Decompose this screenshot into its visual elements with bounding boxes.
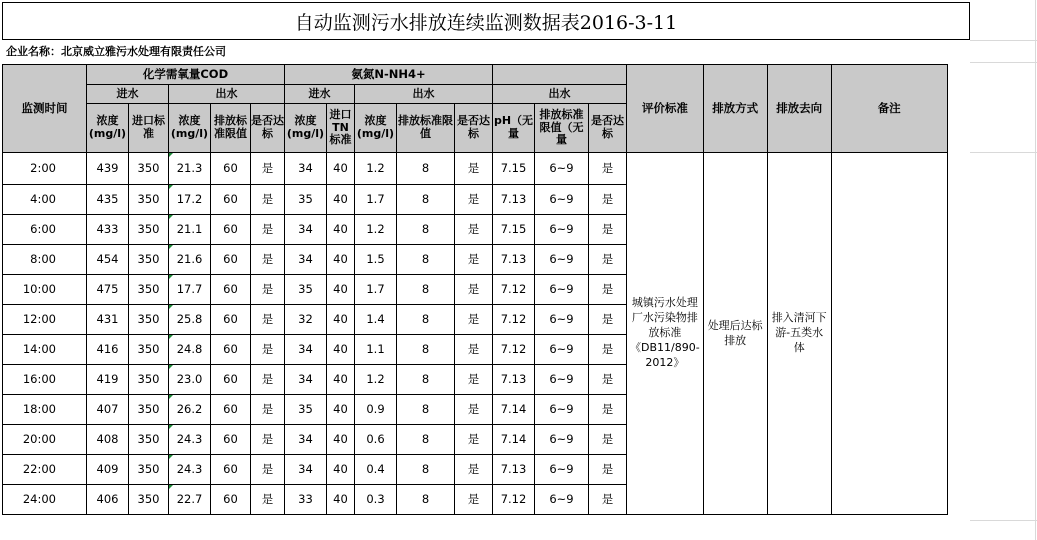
- cell-nh-out[interactable]: 0.6: [355, 425, 397, 455]
- cell-cod-ok[interactable]: 是: [251, 335, 285, 365]
- cell-ph[interactable]: 7.12: [493, 305, 535, 335]
- header-nh4-outlet: 出水: [355, 85, 493, 104]
- cell-cod-std[interactable]: 350: [129, 365, 169, 395]
- header-nh4: 氨氮N-NH4+: [285, 65, 493, 85]
- cell-ph[interactable]: 7.13: [493, 245, 535, 275]
- cell-nh-ok[interactable]: 是: [455, 305, 493, 335]
- cell-nh-in[interactable]: 34: [285, 215, 327, 245]
- monitoring-data-table: [2, 64, 948, 515]
- cell-ph-ok[interactable]: 是: [589, 305, 627, 335]
- cell-cod-ok[interactable]: 是: [251, 305, 285, 335]
- cell-nh-out[interactable]: 1.2: [355, 365, 397, 395]
- cell-cod-in[interactable]: 407: [87, 395, 129, 425]
- cell-nh-in[interactable]: 34: [285, 425, 327, 455]
- cell-cod-std[interactable]: 350: [129, 425, 169, 455]
- cell-ph-lim[interactable]: 6~9: [535, 185, 589, 215]
- cell-nh-ok[interactable]: 是: [455, 485, 493, 515]
- header-cod-outlet-conc: 浓度(mg/l): [169, 104, 211, 153]
- cell-cod-lim[interactable]: 60: [211, 153, 251, 185]
- cell-nh-lim[interactable]: 8: [397, 185, 455, 215]
- cell-ph-ok[interactable]: 是: [589, 395, 627, 425]
- cell-cod-in[interactable]: 406: [87, 485, 129, 515]
- cell-nh-out[interactable]: 0.4: [355, 455, 397, 485]
- cell-nh-std[interactable]: 40: [327, 455, 355, 485]
- cell-ph-lim[interactable]: 6~9: [535, 425, 589, 455]
- cell-nh-in[interactable]: 34: [285, 153, 327, 185]
- cell-indicator-icon: [169, 215, 173, 219]
- cell-cod-ok[interactable]: 是: [251, 365, 285, 395]
- cell-indicator-icon: [169, 245, 173, 249]
- cell-ph-lim[interactable]: 6~9: [535, 215, 589, 245]
- header-remark: 备注: [831, 65, 947, 153]
- cell-ph-ok[interactable]: 是: [589, 275, 627, 305]
- cell-ph-lim[interactable]: 6~9: [535, 485, 589, 515]
- cell-time[interactable]: 2:00: [3, 153, 87, 185]
- cell-nh-in[interactable]: 33: [285, 485, 327, 515]
- cell-cod-ok[interactable]: 是: [251, 245, 285, 275]
- cell-nh-ok[interactable]: 是: [455, 365, 493, 395]
- cell-nh-lim[interactable]: 8: [397, 365, 455, 395]
- cell-nh-in[interactable]: 35: [285, 275, 327, 305]
- cell-nh-out[interactable]: 1.7: [355, 275, 397, 305]
- cell-nh-lim[interactable]: 8: [397, 275, 455, 305]
- cell-nh-lim[interactable]: 8: [397, 215, 455, 245]
- header-ph-limit: 排放标准限值（无量: [535, 104, 589, 153]
- cell-cod-ok[interactable]: 是: [251, 455, 285, 485]
- cell-time[interactable]: 8:00: [3, 245, 87, 275]
- cell-cod-out[interactable]: 21.1: [169, 215, 211, 245]
- cell-nh-ok[interactable]: 是: [455, 245, 493, 275]
- cell-nh-ok[interactable]: 是: [455, 153, 493, 185]
- cell-indicator-icon: [169, 365, 173, 369]
- cell-indicator-icon: [169, 335, 173, 339]
- cell-nh-in[interactable]: 34: [285, 245, 327, 275]
- cell-ph-lim[interactable]: 6~9: [535, 365, 589, 395]
- cell-indicator-icon: [169, 275, 173, 279]
- cell-cod-lim[interactable]: 60: [211, 425, 251, 455]
- cell-cod-std[interactable]: 350: [129, 275, 169, 305]
- cell-nh-in[interactable]: 34: [285, 365, 327, 395]
- header-cod-limit: 排放标准限值: [211, 104, 251, 153]
- cell-nh-std[interactable]: 40: [327, 305, 355, 335]
- cell-time[interactable]: 22:00: [3, 455, 87, 485]
- cell-cod-in[interactable]: 475: [87, 275, 129, 305]
- cell-cod-lim[interactable]: 60: [211, 275, 251, 305]
- merged-eval-standard[interactable]: 城镇污水处理厂水污染物排放标准《DB11/890-2012》: [627, 153, 704, 515]
- header-nh4-outlet-conc: 浓度(mg/l): [355, 104, 397, 153]
- cell-cod-out[interactable]: 24.3: [169, 425, 211, 455]
- header-ph-pass: 是否达标: [589, 104, 627, 153]
- cell-indicator-icon: [169, 153, 173, 157]
- cell-indicator-icon: [169, 485, 173, 489]
- company-name: 企业名称：北京威立雅污水处理有限责任公司: [6, 45, 226, 58]
- cell-nh-lim[interactable]: 8: [397, 305, 455, 335]
- cell-nh-std[interactable]: 40: [327, 185, 355, 215]
- cell-cod-std[interactable]: 350: [129, 395, 169, 425]
- cell-ph-ok[interactable]: 是: [589, 425, 627, 455]
- header-cod-inlet: 进水: [87, 85, 169, 104]
- merged-discharge-method[interactable]: 处理后达标排放: [703, 153, 767, 515]
- cell-cod-in[interactable]: 454: [87, 245, 129, 275]
- cell-cod-lim[interactable]: 60: [211, 455, 251, 485]
- cell-cod-ok[interactable]: 是: [251, 485, 285, 515]
- cell-cod-lim[interactable]: 60: [211, 305, 251, 335]
- cell-ph-lim[interactable]: 6~9: [535, 395, 589, 425]
- cell-cod-in[interactable]: 439: [87, 153, 129, 185]
- cell-ph-lim[interactable]: 6~9: [535, 305, 589, 335]
- cell-cod-ok[interactable]: 是: [251, 275, 285, 305]
- cell-ph[interactable]: 7.13: [493, 185, 535, 215]
- cell-time[interactable]: 18:00: [3, 395, 87, 425]
- cell-ph-ok[interactable]: 是: [589, 455, 627, 485]
- cell-ph[interactable]: 7.14: [493, 395, 535, 425]
- cell-nh-std[interactable]: 40: [327, 485, 355, 515]
- cell-ph-ok[interactable]: 是: [589, 245, 627, 275]
- cell-cod-in[interactable]: 431: [87, 305, 129, 335]
- cell-nh-std[interactable]: 40: [327, 365, 355, 395]
- cell-cod-std[interactable]: 350: [129, 335, 169, 365]
- merged-discharge-destination[interactable]: 排入清河下游-五类水体: [767, 153, 831, 515]
- cell-nh-lim[interactable]: 8: [397, 335, 455, 365]
- cell-cod-ok[interactable]: 是: [251, 153, 285, 185]
- cell-cod-std[interactable]: 350: [129, 185, 169, 215]
- cell-nh-std[interactable]: 40: [327, 425, 355, 455]
- cell-nh-in[interactable]: 35: [285, 395, 327, 425]
- cell-cod-lim[interactable]: 60: [211, 185, 251, 215]
- sheet-gridline: [970, 40, 1037, 41]
- cell-time[interactable]: 20:00: [3, 425, 87, 455]
- cell-cod-out[interactable]: 17.7: [169, 275, 211, 305]
- cell-nh-ok[interactable]: 是: [455, 215, 493, 245]
- header-discharge-destination: 排放去向: [767, 65, 831, 153]
- cell-nh-ok[interactable]: 是: [455, 275, 493, 305]
- cell-time[interactable]: 24:00: [3, 485, 87, 515]
- cell-ph-lim[interactable]: 6~9: [535, 275, 589, 305]
- cell-cod-out[interactable]: 21.3: [169, 153, 211, 185]
- cell-nh-out[interactable]: 1.7: [355, 185, 397, 215]
- cell-cod-lim[interactable]: 60: [211, 395, 251, 425]
- cell-ph-lim[interactable]: 6~9: [535, 153, 589, 185]
- cell-cod-out[interactable]: 24.3: [169, 455, 211, 485]
- cell-nh-std[interactable]: 40: [327, 275, 355, 305]
- cell-ph[interactable]: 7.15: [493, 215, 535, 245]
- cell-time[interactable]: 16:00: [3, 365, 87, 395]
- cell-cod-out[interactable]: 22.7: [169, 485, 211, 515]
- cell-ph[interactable]: 7.13: [493, 365, 535, 395]
- cell-nh-std[interactable]: 40: [327, 335, 355, 365]
- cell-nh-std[interactable]: 40: [327, 395, 355, 425]
- cell-ph-lim[interactable]: 6~9: [535, 455, 589, 485]
- cell-cod-out[interactable]: 26.2: [169, 395, 211, 425]
- header-cod: 化学需氧量COD: [87, 65, 285, 85]
- cell-nh-lim[interactable]: 8: [397, 485, 455, 515]
- cell-cod-std[interactable]: 350: [129, 485, 169, 515]
- cell-nh-ok[interactable]: 是: [455, 425, 493, 455]
- cell-nh-in[interactable]: 34: [285, 335, 327, 365]
- header-nh4-inlet-conc: 浓度(mg/l): [285, 104, 327, 153]
- cell-time[interactable]: 4:00: [3, 185, 87, 215]
- sheet-gridline: [1035, 0, 1036, 540]
- cell-nh-out[interactable]: 1.4: [355, 305, 397, 335]
- cell-cod-lim[interactable]: 60: [211, 215, 251, 245]
- header-cod-inlet-conc: 浓度(mg/l): [87, 104, 129, 153]
- cell-ph-lim[interactable]: 6~9: [535, 245, 589, 275]
- header-nh4-pass: 是否达标: [455, 104, 493, 153]
- cell-cod-std[interactable]: 350: [129, 215, 169, 245]
- cell-cod-ok[interactable]: 是: [251, 395, 285, 425]
- header-nh4-tn-std: 进口TN标准: [327, 104, 355, 153]
- cell-indicator-icon: [169, 455, 173, 459]
- cell-cod-lim[interactable]: 60: [211, 365, 251, 395]
- cell-nh-ok[interactable]: 是: [455, 185, 493, 215]
- sheet-gridline: [970, 62, 1037, 63]
- cell-ph[interactable]: 7.12: [493, 485, 535, 515]
- cell-time[interactable]: 12:00: [3, 305, 87, 335]
- cell-cod-in[interactable]: 433: [87, 215, 129, 245]
- cell-ph-ok[interactable]: 是: [589, 215, 627, 245]
- header-nh4-inlet: 进水: [285, 85, 355, 104]
- cell-nh-lim[interactable]: 8: [397, 245, 455, 275]
- cell-cod-std[interactable]: 350: [129, 245, 169, 275]
- sheet-gridline: [970, 152, 1037, 153]
- cell-nh-std[interactable]: 40: [327, 215, 355, 245]
- header-ph: pH（无量: [493, 104, 535, 153]
- cell-nh-in[interactable]: 34: [285, 455, 327, 485]
- cell-ph-ok[interactable]: 是: [589, 365, 627, 395]
- cell-ph-ok[interactable]: 是: [589, 153, 627, 185]
- cell-cod-in[interactable]: 435: [87, 185, 129, 215]
- cell-nh-out[interactable]: 1.1: [355, 335, 397, 365]
- cell-indicator-icon: [169, 395, 173, 399]
- table-row: [3, 153, 948, 185]
- cell-cod-lim[interactable]: 60: [211, 485, 251, 515]
- header-ph-outlet: 出水: [493, 85, 627, 104]
- cell-cod-in[interactable]: 419: [87, 365, 129, 395]
- cell-nh-in[interactable]: 32: [285, 305, 327, 335]
- cell-ph-ok[interactable]: 是: [589, 335, 627, 365]
- cell-indicator-icon: [169, 425, 173, 429]
- cell-ph[interactable]: 7.15: [493, 153, 535, 185]
- cell-ph[interactable]: 7.12: [493, 335, 535, 365]
- cell-ph-ok[interactable]: 是: [589, 485, 627, 515]
- cell-nh-lim[interactable]: 8: [397, 153, 455, 185]
- cell-nh-out[interactable]: 1.2: [355, 215, 397, 245]
- cell-cod-std[interactable]: 350: [129, 305, 169, 335]
- merged-remark[interactable]: [831, 153, 947, 515]
- cell-cod-out[interactable]: 24.8: [169, 335, 211, 365]
- cell-cod-std[interactable]: 350: [129, 153, 169, 185]
- cell-indicator-icon: [169, 185, 173, 189]
- cell-nh-ok[interactable]: 是: [455, 335, 493, 365]
- cell-nh-lim[interactable]: 8: [397, 455, 455, 485]
- cell-time[interactable]: 14:00: [3, 335, 87, 365]
- cell-cod-out[interactable]: 23.0: [169, 365, 211, 395]
- cell-ph[interactable]: 7.14: [493, 425, 535, 455]
- cell-cod-ok[interactable]: 是: [251, 185, 285, 215]
- cell-cod-in[interactable]: 416: [87, 335, 129, 365]
- cell-time[interactable]: 10:00: [3, 275, 87, 305]
- cell-indicator-icon: [169, 305, 173, 309]
- sheet-gridline: [970, 520, 1037, 521]
- cell-nh-std[interactable]: 40: [327, 153, 355, 185]
- cell-nh-ok[interactable]: 是: [455, 395, 493, 425]
- cell-nh-std[interactable]: 40: [327, 245, 355, 275]
- cell-nh-out[interactable]: 0.9: [355, 395, 397, 425]
- cell-cod-out[interactable]: 21.6: [169, 245, 211, 275]
- cell-nh-lim[interactable]: 8: [397, 425, 455, 455]
- header-monitoring-time: 监测时间: [3, 65, 87, 153]
- sheet-title: 自动监测污水排放连续监测数据表2016-3-11: [2, 2, 970, 40]
- cell-ph[interactable]: 7.13: [493, 455, 535, 485]
- cell-nh-in[interactable]: 35: [285, 185, 327, 215]
- cell-nh-out[interactable]: 0.3: [355, 485, 397, 515]
- cell-cod-lim[interactable]: 60: [211, 335, 251, 365]
- cell-nh-out[interactable]: 1.5: [355, 245, 397, 275]
- cell-nh-ok[interactable]: 是: [455, 455, 493, 485]
- header-cod-pass: 是否达标: [251, 104, 285, 153]
- cell-cod-std[interactable]: 350: [129, 455, 169, 485]
- cell-cod-in[interactable]: 408: [87, 425, 129, 455]
- header-ph-blank: [493, 65, 627, 85]
- cell-cod-in[interactable]: 409: [87, 455, 129, 485]
- cell-nh-lim[interactable]: 8: [397, 395, 455, 425]
- cell-time[interactable]: 6:00: [3, 215, 87, 245]
- header-nh4-limit: 排放标准限值: [397, 104, 455, 153]
- header-cod-outlet: 出水: [169, 85, 285, 104]
- header-cod-inlet-std: 进口标准: [129, 104, 169, 153]
- cell-cod-out[interactable]: 25.8: [169, 305, 211, 335]
- header-discharge-method: 排放方式: [703, 65, 767, 153]
- cell-cod-lim[interactable]: 60: [211, 245, 251, 275]
- cell-ph-ok[interactable]: 是: [589, 185, 627, 215]
- cell-cod-ok[interactable]: 是: [251, 215, 285, 245]
- cell-cod-out[interactable]: 17.2: [169, 185, 211, 215]
- cell-ph[interactable]: 7.12: [493, 275, 535, 305]
- cell-ph-lim[interactable]: 6~9: [535, 335, 589, 365]
- header-eval-standard: 评价标准: [627, 65, 704, 153]
- cell-nh-out[interactable]: 1.2: [355, 153, 397, 185]
- cell-cod-ok[interactable]: 是: [251, 425, 285, 455]
